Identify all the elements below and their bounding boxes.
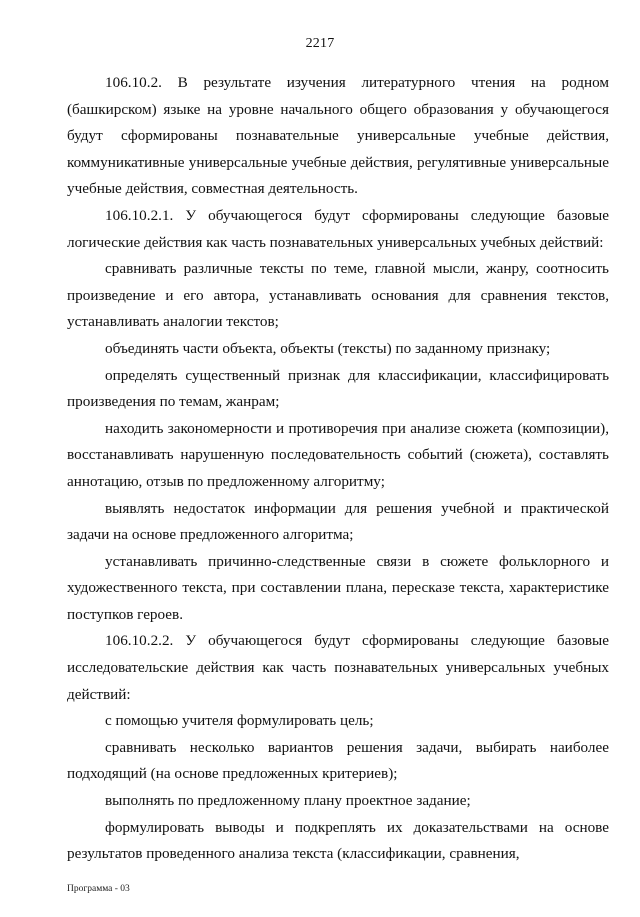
paragraph-106-10-2: 106.10.2. В результате изучения литературного чтения на родном (башкирском) языке на уровне начального общего образования у обучающегося будут сформированы познавательные универсальные учебные действия, коммуникативные универсальные учебные действия, регулятивные универсальные учебные действия, совместная деятельность. [67,74,609,198]
list-item: сравнивать несколько вариантов решения задачи, выбирать наиболее подходящий (на основе предложенных критериев); [67,738,609,783]
list-item: с помощью учителя формулировать цель; [105,712,374,730]
list-item: формулировать выводы и подкреплять их доказательствами на основе результатов проведенного анализа текста (классификации, сравнения, [67,818,609,863]
page-number: 2217 [305,36,335,51]
footer-program-label: Программа - 03 [67,884,130,894]
list-item: сравнивать различные тексты по теме, главной мысли, жанру, соотносить произведение и его автора, устанавливать основания для сравнения текстов, устанавливать аналогии текстов; [67,260,609,331]
list-item: объединять части объекта, объекты (тексты) по заданному признаку; [105,339,551,357]
list-item: находить закономерности и противоречия при анализе сюжета (композиции), восстанавливать нарушенную последовательность событий (сюжета), составлять аннотацию, отзыв по предложенному алгоритму; [67,419,609,490]
list-item: устанавливать причинно-следственные связи в сюжете фольклорного и художественного текста, при составлении плана, пересказе текста, характеристике поступков героев. [67,552,609,623]
paragraph-106-10-2-1: 106.10.2.1. У обучающегося будут сформированы следующие базовые логические действия как часть познавательных универсальных учебных действий: [67,206,609,251]
list-item: выявлять недостаток информации для решения учебной и практической задачи на основе предложенного алгоритма; [67,499,609,544]
paragraph-106-10-2-2: 106.10.2.2. У обучающегося будут сформированы следующие базовые исследовательские действия как часть познавательных универсальных учебных действий: [67,632,609,703]
document-body [67,70,609,868]
list-item: определять существенный признак для классификации, классифицировать произведения по темам, жанрам; [67,366,609,411]
list-item: выполнять по предложенному плану проектное задание; [105,792,471,810]
